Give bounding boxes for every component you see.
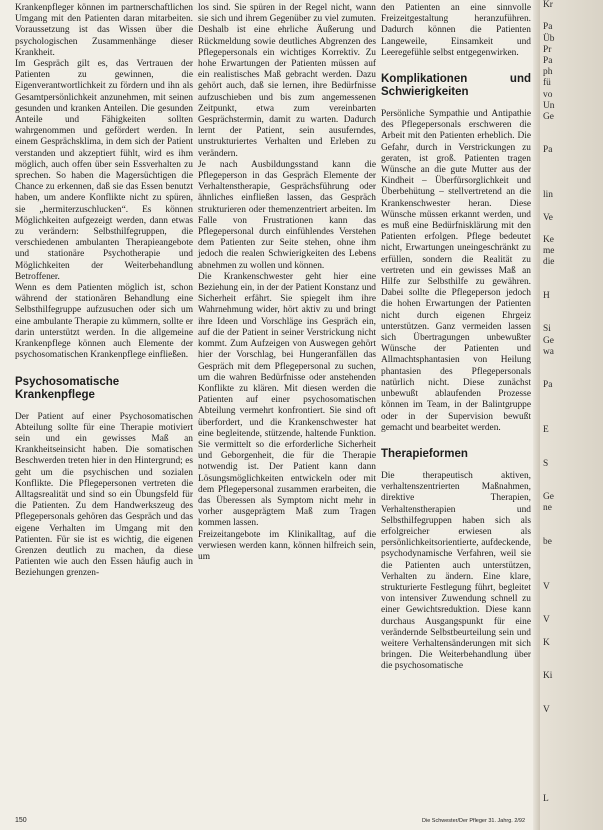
section-heading: Therapieformen (381, 447, 468, 460)
fragment-line: wa (543, 346, 554, 357)
fragment-line (540, 481, 603, 492)
fragment-line (540, 694, 603, 705)
fragment-line: E (543, 425, 549, 436)
fragment-line: Kr (543, 0, 553, 10)
paragraph: Im Gespräch gilt es, das Vertrauen der Patienten zu gewinnen, die Eigenverantwortlichkeit zu fördern und ihn als Gesamtpersönlichkeit anzunehmen, mit seinen gesunden und kranken Anteilen. Die gesunden Anteile und Fähigkeiten sollten wahrgenommen und gefördert werden. In einem Gesprächsklima, in dem sich der Patient verstanden und akzeptiert fühlt, wird es ihm möglich, auch offen über sein Essverhalten zu sprechen. So haben die Magersüchtigen die Chance zu erkennen, daß sie das Essen benutzt haben, um andere Konflikte nicht zu spüren, sie „hermiterzuschlucken“. Es können Möglichkeiten aufgezeigt werden, dann etwas zu verändern: Selbsthilfegruppen, die verschiedenen ambulanten Therapieangebote und stationäre Psychotherapie und Möglichkeiten der Weiterbehandlung Betroffener. (15, 59, 193, 282)
fragment-line (540, 134, 603, 145)
fragment-line (540, 269, 603, 280)
fragment-line: ne (543, 503, 552, 514)
paragraph: Die Krankenschwester geht hier eine Beziehung ein, in der der Patient Konstanz und Sicherheit erfährt. Sie spiegelt ihm ihre Wahrnehmung wider, hört aktiv zu und bringt ihre Ideen und Vorschläge ins Gespräch ein, auf die der Patient in seiner Verstrickung nicht kommt. Zum Aufzeigen von Auswegen gehört hier der Vorschlag, bei Hungeranfällen das Gespräch mit dem Pflegepersonal zu suchen, um die wahren Bedürfnisse oder anstehenden Konflikte zu klären. Mit diesen werden die Patienten auf einer psychosomatischen Abteilung vermehrt konfrontiert. Sie sind oft überfordert, und die Krankenschwester hat eine begleitende, stützende, haltende Funktion. Sie vermittelt so die erforderliche Sicherheit und Geborgenheit, die für die Therapie notwendig ist. Der Patient kann dann Lösungsmöglichkeiten entwickeln oder mit dem Pflegepersonal zusammen erarbeiten, die das Überessen als Symptom nicht mehr in vorher ausgeprägtem Maß zum Tragen kommen lassen. (198, 271, 376, 529)
paragraph: Freizeitangebote im Klinikalltag, auf die verwiesen werden kann, können hilfreich sein, um (198, 529, 376, 562)
fragment-line: Pa (543, 22, 553, 33)
fragment-line: Pa (543, 55, 553, 66)
section-heading: Psychosomatische Krankenpflege (15, 375, 120, 401)
fragment-line (540, 448, 603, 459)
fragment-line: S (543, 458, 549, 469)
fragment-line: Pa (543, 145, 553, 156)
fragment-line (540, 660, 603, 671)
fragment-line (540, 627, 603, 638)
paragraph: Krankenpfleger können im partnerschaftlichen Umgang mit den Patienten daran mitarbeiten. Voraussetzung ist das Wissen über die psychologischen Zusammenhänge dieser Krankheit. (15, 3, 193, 58)
fragment-line (540, 392, 603, 403)
fragment-line: me (543, 246, 555, 257)
paragraph: den Patienten an eine sinnvolle Freizeitgestaltung heranzuführen. Dadurch können die Patienten Langeweile, Einsamkeit und Leeregefühle selbst entgegenwirken. (381, 3, 531, 58)
fragment-line (540, 11, 603, 22)
paragraph: Persönliche Sympathie und Antipathie des Pflegepersonals erschweren die Arbeit mit den Patienten erheblich. Die Gefahr, durch in Verstrickungen zu geraten, ist groß. Patienten tragen Wünsche an die gute Mutter aus der Kindheit – Überfürsorglichkeit und Überbehütung – stellvertretend an die Krankenschwester heran. Diese Wünsche müssen erkannt werden, und es muß eine Bedürfnisklärung mit den Patienten erfolgen. Pflege bedeutet nicht, Erwartungen uneingeschränkt zu erfüllen, sondern die Realität zu vertreten und ein gewisses Maß an Hilfe zur Selbsthilfe zu gewähren. Dabei sollte die Pflegeperson jedoch die hohen Erwartungen der Patienten nicht durch eigenen Ehrgeiz unterstützen. Ganz vermeiden lassen sich Übertragungen unbewußter Wünsche der Patienten und Allmachtsphantasien von Heilung phantasien des Pflegepersonals natürlich nicht. Diese zunächst unbewußt ablaufenden Prozesse können im Team, in der Balintgruppe oder in der Supervision bewußt gemacht und bearbeitet werden. (381, 109, 531, 433)
section-heading: Komplikationen und Schwierigkeiten (381, 73, 531, 99)
fragment-line: Un (543, 100, 555, 111)
fragment-line (540, 750, 603, 761)
paragraph: Der Patient auf einer Psychosomatischen Abteilung sollte für eine Therapie motiviert sein und ein gewisses Maß an Krankheitseinsicht haben. Die somatischen Beschwerden treten hier in den Hintergrund; es geht um die psychischen und sozialen Konflikte. Die Pflegepersonen vertreten die Alltagsrealität und sind so ein Übungsfeld für die Patienten. Zu dem Handwerkszeug des Pflegepersonals gehören das Gespräch und das eigene Verhalten im Umgang mit den Patienten. Für sie ist es wichtig, die eigenen Grenzen deutlich zu machen, da diese Patienten wie auch den Essen häufig auch in Beziehungen grenzen- (15, 411, 193, 579)
fragment-line (540, 548, 603, 559)
fragment-line (540, 168, 603, 179)
fragment-line: H (543, 290, 550, 301)
fragment-line: Ge (543, 335, 554, 346)
fragment-line (540, 559, 603, 570)
fragment-line: ph (543, 67, 553, 78)
next-page-fragment (540, 0, 603, 830)
fragment-line (540, 515, 603, 526)
fragment-line (540, 201, 603, 212)
fragment-line: be (543, 537, 552, 547)
fragment-line: K (543, 637, 550, 648)
fragment-line: Pr (543, 44, 552, 55)
fragment-line: V (543, 581, 550, 592)
fragment-line: L (543, 794, 549, 805)
fragment-line (540, 403, 603, 414)
fragment-line (540, 783, 603, 794)
fragment-line (540, 727, 603, 738)
fragment-line: Ge (543, 492, 554, 503)
fragment-line (540, 649, 603, 660)
fragment-line (540, 571, 603, 582)
fragment-line (540, 738, 603, 749)
fragment-line (540, 369, 603, 380)
fragment-line: Ki (543, 671, 553, 682)
fragment-line: Si (543, 324, 551, 335)
fragment-line (540, 179, 603, 190)
fragment-line (540, 358, 603, 369)
fragment-line (540, 436, 603, 447)
fragment-line: Ge (543, 111, 554, 122)
fragment-line: lin (543, 190, 553, 201)
paragraph: Je nach Ausbildungsstand kann die Pflegeperson in das Gespräch Elemente der Verhaltenstherapie, Gesprächsführung oder ähnliches einfließen lassen, das Gespräch strukturieren oder themenzentriert arbeiten. Im Falle von Frustrationen kann das Pflegepersonal durch einfühlendes Verstehen dem Patienten zur Seite stehen, ohne ihm jedoch die realen Schwierigkeiten des Lebens abnehmen zu wollen und können. (198, 159, 376, 271)
fragment-line (540, 772, 603, 783)
column-3 (381, 3, 531, 673)
fragment-line: Üb (543, 33, 555, 44)
paragraph: los sind. Sie spüren in der Regel nicht, wann sie sich und ihrem Gegenüber zu viel zumuten. Deshalb ist eine ehrliche Äußerung und Rückmeldung sowie deutliches Abgrenzen des Pflegepersonals ein wichtiges Korrektiv. Zu hohe Erwartungen der Patienten müssen auf ein realistisches Maß gebracht werden. Dazu gehört auch, daß sie lernen, ihre Bedürfnisse aufzuschieben und bis zum angemessenen Zeitpunkt, etwa zum vereinbarten Gesprächstermin, damit zu warten. Dadurch lernt der Patient, sein ausuferndes, unstrukturiertes Verhalten und Erleben zu verändern. (198, 3, 376, 159)
fragment-line (540, 716, 603, 727)
paragraph: Die therapeutisch aktiven, verhaltenszentrierten Maßnahmen, direktive Therapien, Verhaltenstherapien und Selbsthilfegruppen haben sich als erfolgreicher erwiesen als persönlichkeitsorientierte, aufdeckende, psychodynamische Verfahren, weil sie die Patienten auch unterstützen, Verhalten zu ändern. Eine klare, strukturierte Festlegung führt, begleitet von intensiver Zuwendung schnell zu einer Gewichtsreduktion. Diese kann durchaus Ausgangspunkt für eine verändernde Selbstbeurteilung sein und weitere Verhaltensänderungen mit sich bringen. Die Weiterbehandlung über die psychosomatische (381, 470, 531, 672)
fragment-line (540, 313, 603, 324)
fragment-line: fü (543, 78, 551, 89)
fragment-line: V (543, 704, 550, 715)
column-2 (198, 3, 376, 563)
fragment-line (540, 302, 603, 313)
fragment-line: vo (543, 89, 553, 100)
page-number: 150 (15, 817, 27, 824)
fragment-line (540, 470, 603, 481)
fragment-line: Pa (543, 380, 553, 391)
fragment-line (540, 761, 603, 772)
paragraph: Wenn es dem Patienten möglich ist, schon während der stationären Behandlung eine Selbsthilfegruppe aufzusuchen oder sich um eine ambulante Therapie zu kümmern, sollte er darin unterstützt werden. In die allgemeine Krankenpflege können auch Elemente der psychosomatischen Krankenpflege einfließen. (15, 283, 193, 361)
fragment-line (540, 157, 603, 168)
fragment-line (540, 593, 603, 604)
fragment-line: die (543, 257, 555, 268)
fragment-line (540, 682, 603, 693)
fragment-line (540, 224, 603, 235)
fragment-line (540, 604, 603, 615)
column-1 (15, 3, 193, 580)
fragment-line: Ve (543, 212, 553, 223)
source-line: Die Schwester/Der Pfleger 31. Jahrg. 2/92 (422, 818, 526, 824)
fragment-line (540, 123, 603, 134)
fragment-line: V (543, 615, 550, 626)
fragment-line: Ke (543, 234, 554, 245)
fragment-line (540, 414, 603, 425)
fragment-line (540, 526, 603, 537)
fragment-line (540, 280, 603, 291)
